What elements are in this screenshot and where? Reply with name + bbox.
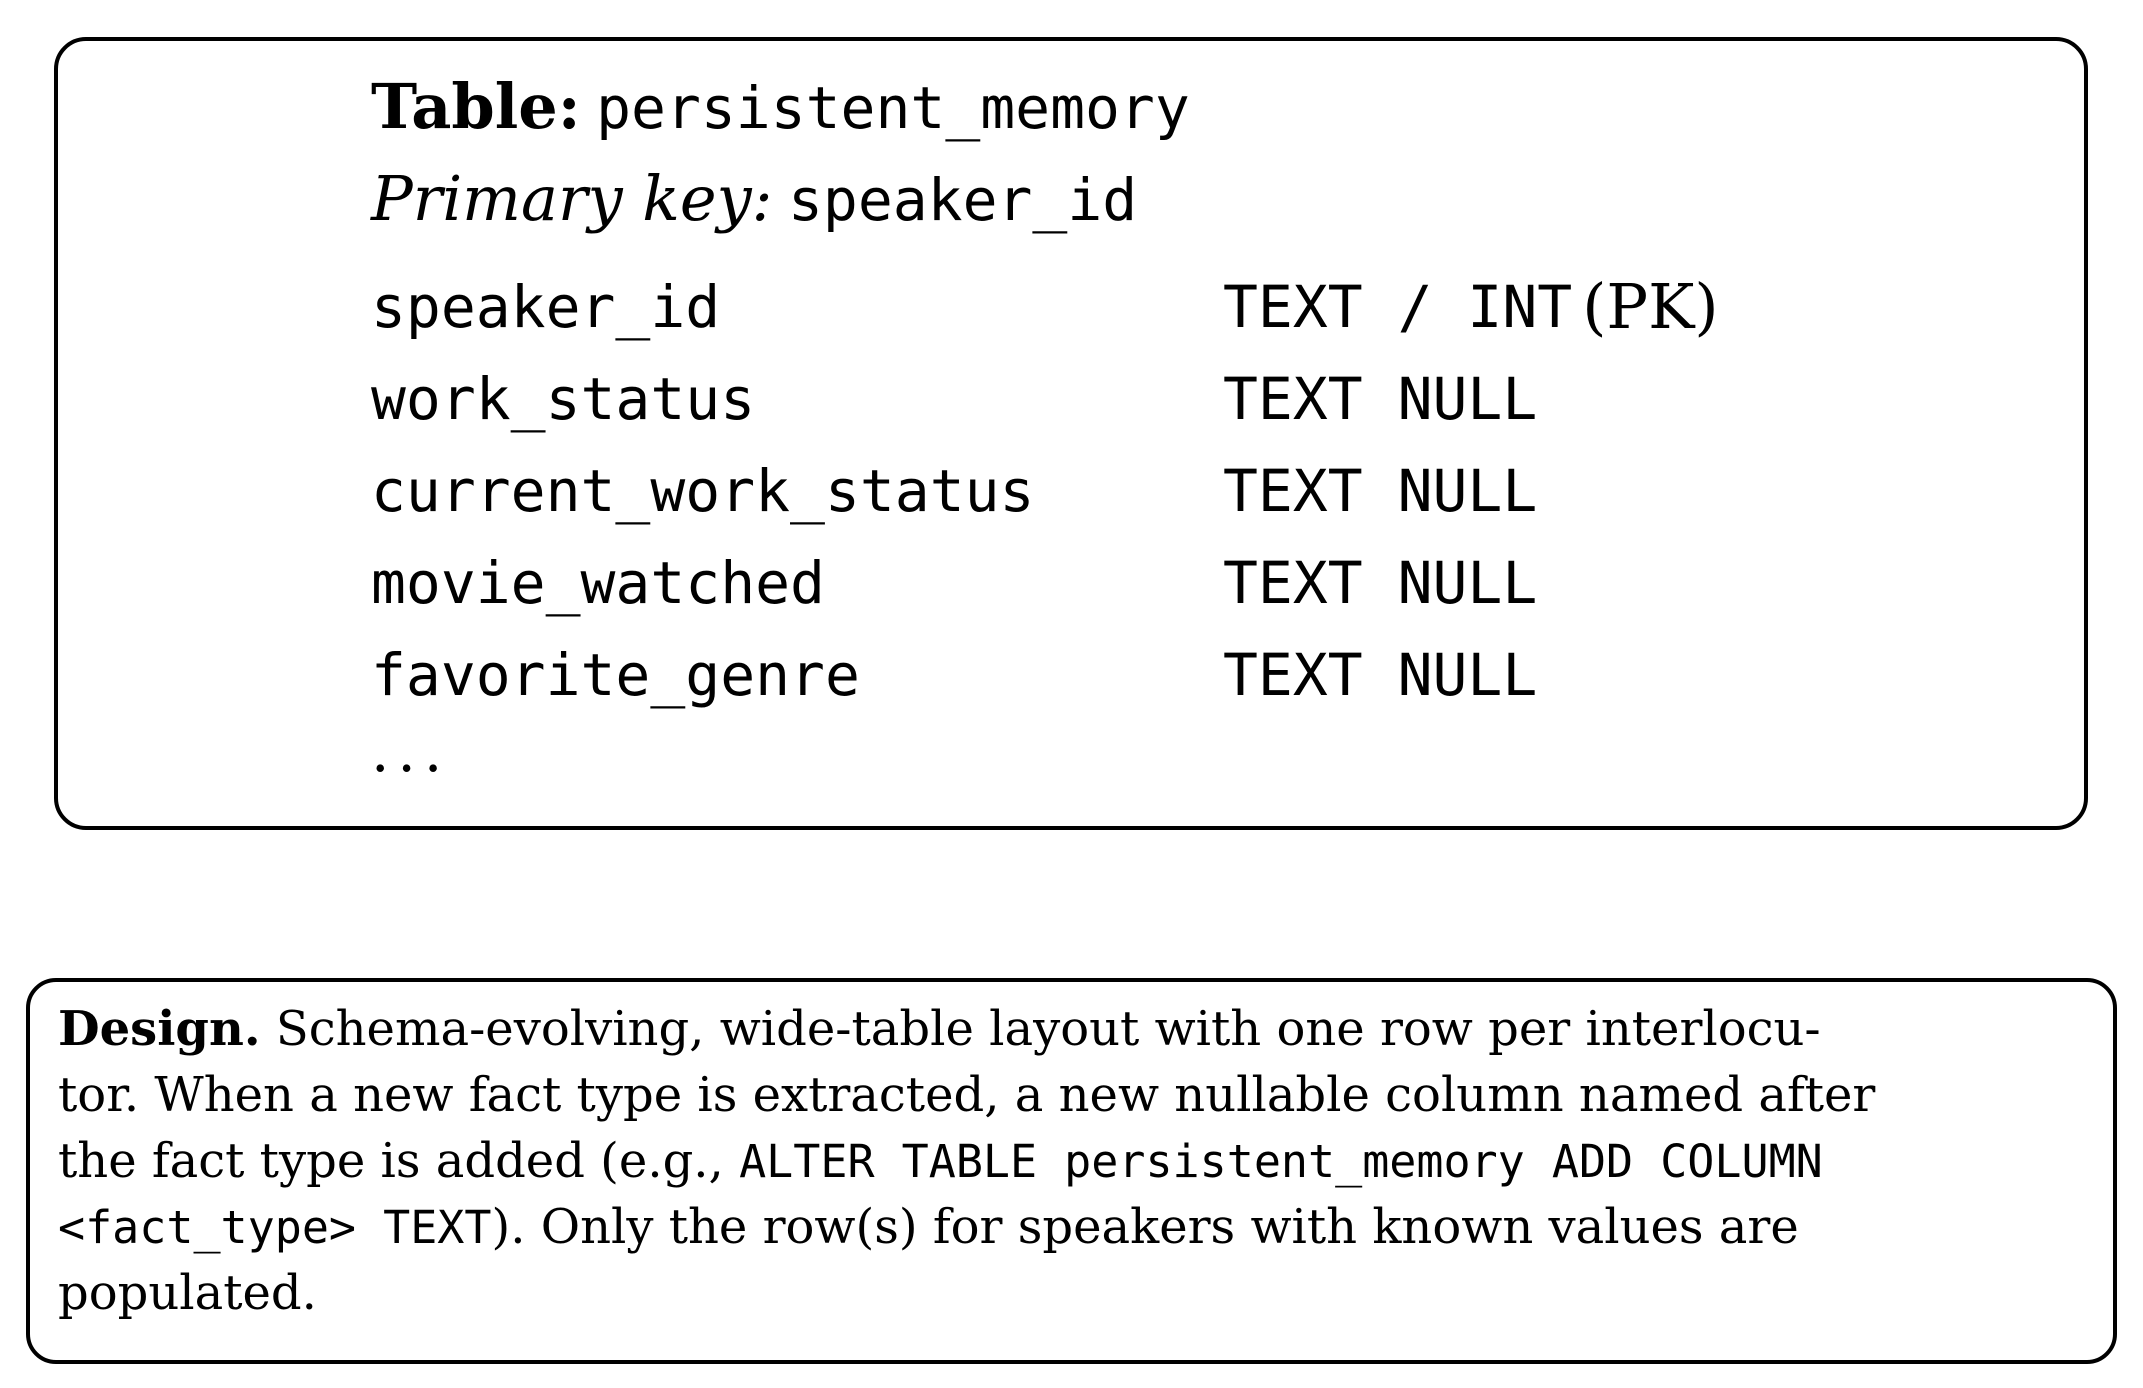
- column-row: [371, 629, 1719, 721]
- design-text: tor. When a new fact type is extracted, a new nullable column named after: [58, 1067, 1876, 1123]
- table-name: persistent_memory: [596, 74, 1190, 142]
- table-label: Table:: [371, 70, 581, 143]
- column-type: TEXT NULL: [1223, 549, 1538, 617]
- column-type: TEXT / INT: [1223, 273, 1573, 341]
- column-row: [371, 445, 1719, 537]
- schema-box: [54, 37, 2088, 830]
- design-line: [58, 1128, 2088, 1194]
- design-text: ). Only the row(s) for speakers with known values are: [491, 1199, 1799, 1255]
- design-heading: Design.: [58, 1001, 261, 1057]
- column-name: favorite_genre: [371, 641, 860, 709]
- primary-key-line: [371, 153, 1719, 245]
- table-title: [371, 61, 1719, 153]
- design-text: the fact type is added (e.g.,: [58, 1133, 740, 1189]
- column-name: speaker_id: [371, 273, 721, 341]
- design-line: [58, 996, 2088, 1062]
- column-type: TEXT NULL: [1223, 641, 1538, 709]
- sql-code: ALTER TABLE persistent_memory ADD COLUMN: [739, 1135, 1823, 1188]
- column-row: [371, 353, 1719, 445]
- column-name: current_work_status: [371, 457, 1035, 525]
- design-text: Schema-evolving, wide-table layout with one row per interlocu-: [275, 1001, 1821, 1057]
- column-list: [371, 261, 1719, 801]
- primary-key-label: Primary key:: [371, 162, 773, 235]
- design-text: populated.: [58, 1265, 317, 1321]
- design-paragraph: [58, 996, 2088, 1326]
- column-name: work_status: [371, 365, 756, 433]
- column-name: movie_watched: [371, 549, 825, 617]
- design-line: [58, 1062, 2088, 1128]
- more-columns-ellipsis: ...: [371, 717, 451, 785]
- column-note: (PK): [1582, 270, 1719, 343]
- sql-code: <fact_type> TEXT: [58, 1201, 492, 1254]
- primary-key-value: speaker_id: [788, 166, 1138, 234]
- design-note-box: [26, 978, 2117, 1364]
- column-row: [371, 261, 1719, 353]
- schema-content: [371, 61, 1719, 801]
- column-row: [371, 537, 1719, 629]
- column-type: TEXT NULL: [1223, 457, 1538, 525]
- design-line: [58, 1194, 2088, 1260]
- design-line: [58, 1260, 2088, 1326]
- column-type: TEXT NULL: [1223, 365, 1538, 433]
